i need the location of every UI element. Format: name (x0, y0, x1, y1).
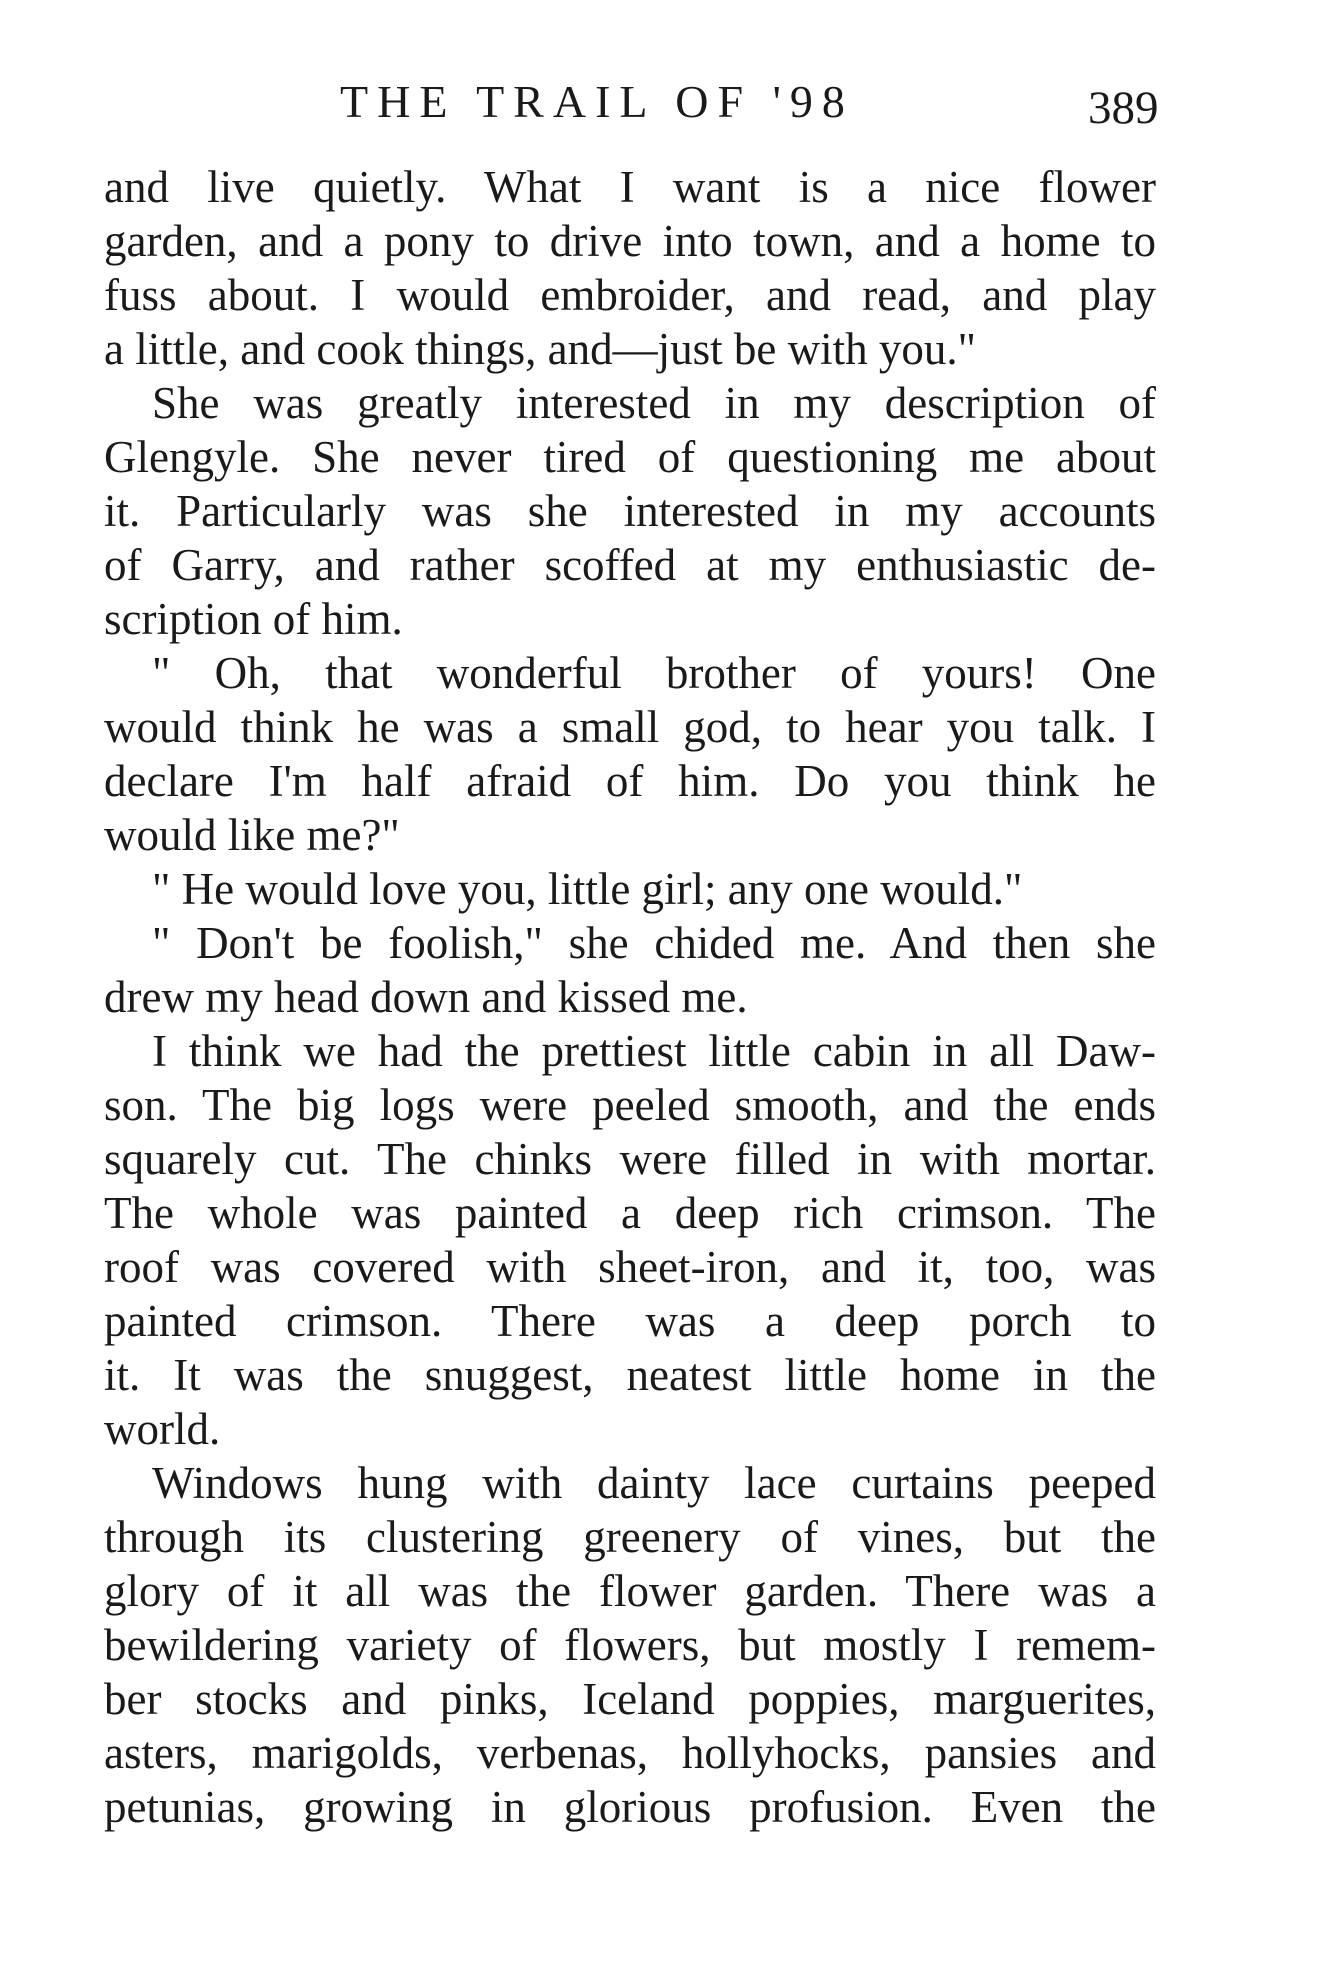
text-line: garden, and a pony to drive into town, and a home to (104, 216, 1156, 266)
text-line: of Garry, and rather scoffed at my enthusiastic de- (104, 540, 1156, 590)
text-line: through its clustering greenery of vines, but the (104, 1512, 1156, 1562)
text-line: " Oh, that wonderful brother of yours! One (152, 648, 1156, 698)
text-line: asters, marigolds, verbenas, hollyhocks, pansies and (104, 1728, 1156, 1778)
page-number: 389 (1088, 82, 1159, 134)
running-title: THE TRAIL OF '98 (340, 76, 854, 127)
text-line: petunias, growing in glorious profusion. Even the (104, 1782, 1156, 1832)
running-head (0, 62, 1319, 142)
text-line: Glengyle. She never tired of questioning me about (104, 432, 1156, 482)
text-line: and live quietly. What I want is a nice flower (104, 162, 1156, 212)
text-line: drew my head down and kissed me. (104, 972, 748, 1022)
text-line: declare I'm half afraid of him. Do you think he (104, 756, 1156, 806)
text-line: son. The big logs were peeled smooth, and the ends (104, 1080, 1156, 1130)
text-line: it. Particularly was she interested in my accounts (104, 486, 1156, 536)
text-line: squarely cut. The chinks were filled in with mortar. (104, 1134, 1156, 1184)
text-line: glory of it all was the flower garden. There was a (104, 1566, 1156, 1616)
text-line: would like me?" (104, 810, 400, 860)
text-line: roof was covered with sheet-iron, and it, too, was (104, 1242, 1156, 1292)
text-line: The whole was painted a deep rich crimson. The (104, 1188, 1156, 1238)
text-line: She was greatly interested in my description of (152, 378, 1156, 428)
text-line: would think he was a small god, to hear you talk. I (104, 702, 1156, 752)
body-text (104, 160, 1156, 1834)
text-line: a little, and cook things, and—just be with you." (104, 324, 977, 374)
text-line: Windows hung with dainty lace curtains peeped (152, 1458, 1156, 1508)
text-line: world. (104, 1404, 221, 1454)
text-line: scription of him. (104, 594, 403, 644)
text-line: fuss about. I would embroider, and read, and play (104, 270, 1156, 320)
text-line: ber stocks and pinks, Iceland poppies, marguerites, (104, 1674, 1156, 1724)
text-line: I think we had the prettiest little cabin in all Daw- (152, 1026, 1156, 1076)
text-line: " He would love you, little girl; any one would." (152, 864, 1023, 914)
text-line: " Don't be foolish," she chided me. And then she (152, 918, 1156, 968)
text-line: it. It was the snuggest, neatest little home in the (104, 1350, 1156, 1400)
text-line: painted crimson. There was a deep porch to (104, 1296, 1156, 1346)
text-line: bewildering variety of flowers, but mostly I remem- (104, 1620, 1156, 1670)
